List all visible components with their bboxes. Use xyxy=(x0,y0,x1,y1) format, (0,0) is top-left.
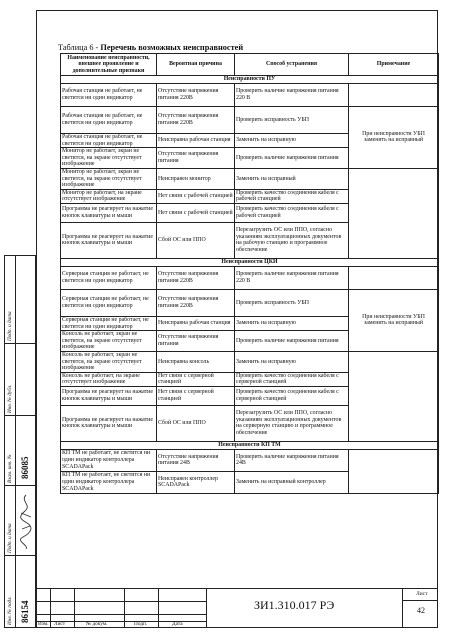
title-stamp xyxy=(36,588,438,628)
cell-note xyxy=(349,351,439,441)
inv-orig-number: 86154 xyxy=(20,600,30,623)
cell-cause: Отсутствие напряжения питания xyxy=(157,148,235,169)
cell-cause: Сбой ОС или ППО xyxy=(157,222,235,258)
cell-note: При неисправности УБП заменить на исправный xyxy=(349,289,439,351)
cell-note xyxy=(349,266,439,289)
cell-fault: Программа не реагирует на нажатие кнопок клавиатуры и мыши xyxy=(61,405,157,441)
section-header-row xyxy=(61,258,439,266)
side-value-column xyxy=(15,255,36,628)
cell-cause: Отсутствие напряжения питания xyxy=(157,331,235,352)
cell-note xyxy=(349,168,439,258)
document-number: ЗИ1.310.017 РЭ xyxy=(254,598,335,612)
cell-fault: Серверная станция не работает, не светится ни один индикатор xyxy=(61,289,157,316)
cell-note: При неисправности УБП заменить на исправный xyxy=(349,107,439,169)
section-title: Неисправности ПУ xyxy=(61,76,439,84)
stamp-col-sheet: Лист xyxy=(54,621,66,627)
section-title: Неисправности ЦКИ xyxy=(61,258,439,266)
cell-fix: Проверить качество соединения кабеля с рабочей станцией xyxy=(235,203,349,222)
inv-replace-number: 86085 xyxy=(20,456,30,479)
section-header-row xyxy=(61,441,439,449)
cell-fault: Программа не реагирует на нажатие кнопок клавиатуры и мыши xyxy=(61,203,157,222)
cell-cause: Отсутствие напряжения питания 220В xyxy=(157,266,235,289)
cell-cause: Отсутствие напряжения питания 220В xyxy=(157,84,235,107)
cell-fix: Проверить наличие напряжения питания 220 В xyxy=(235,84,349,107)
table-row xyxy=(61,168,439,189)
cell-fix: Проверить исправность УБП xyxy=(235,107,349,134)
cell-cause: Неисправна рабочая станция xyxy=(157,134,235,148)
cell-fault: Рабочая станция не работает, не светится ни один индикатор xyxy=(61,134,157,148)
cell-fix: Заменить на исправный контроллер xyxy=(235,471,349,493)
handwritten-signature-icon xyxy=(17,493,35,551)
cell-fault: Монитор не работает, на экране отсутствует изображение xyxy=(61,189,157,203)
cell-fix: Перезагрузить ОС или ППО, согласно указаниям эксплуатационных документов на рабочую станцию и программное обеспечение xyxy=(235,222,349,258)
cell-fix: Проверить качество соединения кабеля с серверной станцией xyxy=(235,372,349,386)
cell-cause: Неисправна рабочая станция xyxy=(157,316,235,330)
cell-fault: КП ТМ не работает, не светится ни один индикатор контроллера SCADAPack xyxy=(61,471,157,493)
section-header-row xyxy=(61,76,439,84)
cell-fault: Консоль не работает, на экране отсутствует изображение xyxy=(61,372,157,386)
cell-cause: Отсутствие напряжения питания 220В xyxy=(157,289,235,316)
side-label-sign-date: Подп. и дата xyxy=(7,523,13,553)
stamp-col-date: Дата xyxy=(172,621,183,627)
cell-fault: КП ТМ не работает, не светится ни один индикатор контроллера SCADAPack xyxy=(61,449,157,471)
table-row xyxy=(61,351,439,372)
table-row xyxy=(61,449,439,471)
sheet-number: 42 xyxy=(417,606,425,615)
table-body xyxy=(61,76,439,494)
header-fault: Наименование неисправности, внешнее проявление и дополнительные признаки xyxy=(61,54,157,76)
cell-fix: Перезагрузить ОС или ППО, согласно указаниям эксплуатационных документов на серверную станцию и программное обеспечение xyxy=(235,405,349,441)
stamp-col-docnum: № докум. xyxy=(86,621,108,627)
cell-cause: Отсутствие напряжения питания 220В xyxy=(157,107,235,134)
cell-fix: Проверить наличие напряжения питания xyxy=(235,148,349,169)
header-note: Примечание xyxy=(349,54,439,76)
side-label-inv-dubl: Инв. № дубл. xyxy=(7,384,13,413)
stamp-col-change: Изм. xyxy=(38,621,49,627)
cell-cause: Нет связи с рабочей станцией xyxy=(157,189,235,203)
table-row xyxy=(61,84,439,107)
side-label-inv-orig: Инв. № подл. xyxy=(7,596,13,625)
cell-cause: Нет связи с серверной станцией xyxy=(157,386,235,405)
cell-fix: Проверить качество соединения кабеля с серверной станцией xyxy=(235,386,349,405)
table-row xyxy=(61,266,439,289)
cell-fault: Программа не реагирует на нажатие кнопок клавиатуры и мыши xyxy=(61,222,157,258)
cell-fix: Заменить на исправный xyxy=(235,168,349,189)
header-fix: Способ устранения xyxy=(235,54,349,76)
section-title: Неисправности КП ТМ xyxy=(61,441,439,449)
side-inventory-strip xyxy=(4,255,36,628)
cell-cause: Неисправен монитор xyxy=(157,168,235,189)
cell-fault: Монитор не работает, экран не светится, на экране отсутствует изображение xyxy=(61,168,157,189)
cell-fix: Проверить наличие напряжения питания 220 В xyxy=(235,266,349,289)
side-label-sign-date-top: Подп. и дата xyxy=(7,311,13,341)
cell-fix: Проверить наличие напряжения питания xyxy=(235,331,349,352)
cell-fault: Рабочая станция не работает, не светится ни один индикатор xyxy=(61,84,157,107)
cell-cause: Сбой ОС или ППО xyxy=(157,405,235,441)
cell-cause: Нет связи с рабочей станцией xyxy=(157,203,235,222)
cell-fault: Консоль не работает, экран не светится, на экране отсутствует изображение xyxy=(61,331,157,352)
table-row xyxy=(61,107,439,134)
header-cause: Вероятная причина xyxy=(157,54,235,76)
cell-fault: Серверная станция не работает, не светится ни один индикатор xyxy=(61,316,157,330)
cell-fault: Консоль не работает, экран не светится, на экране отсутствует изображение xyxy=(61,351,157,372)
caption-title: Перечень возможных неисправностей xyxy=(100,43,244,52)
sheet-label: Лист xyxy=(416,591,428,597)
cell-fix: Проверить наличие напряжения питания 24В xyxy=(235,449,349,471)
cell-cause: Неисправна консоль xyxy=(157,351,235,372)
table-caption xyxy=(58,43,243,52)
cell-cause: Отсутствие напряжения питания 24В xyxy=(157,449,235,471)
side-label-inv-replace: Взам. инв. № xyxy=(7,454,13,483)
cell-fix: Заменить на исправную xyxy=(235,134,349,148)
cell-note xyxy=(349,449,439,493)
cell-cause: Неисправен контроллер SCADAPack xyxy=(157,471,235,493)
table-row xyxy=(61,289,439,316)
cell-cause: Нет связи с серверной станцией xyxy=(157,372,235,386)
stamp-col-sign: Подп. xyxy=(134,621,148,627)
cell-fault: Монитор не работает, экран не светится, на экране отсутствует изображение xyxy=(61,148,157,169)
cell-fault: Серверная станция не работает, не светится ни один индикатор xyxy=(61,266,157,289)
faults-table xyxy=(60,53,439,494)
cell-fault: Программа не реагирует на нажатие кнопок клавиатуры и мыши xyxy=(61,386,157,405)
table-header-row xyxy=(61,54,439,76)
cell-fix: Заменить на исправную xyxy=(235,351,349,372)
cell-fix: Проверить качество соединения кабеля с рабочей станцией xyxy=(235,189,349,203)
cell-fix: Заменить на исправную xyxy=(235,316,349,330)
cell-fix: Проверить исправность УБП xyxy=(235,289,349,316)
cell-note xyxy=(349,84,439,107)
caption-prefix: Таблица 6 - xyxy=(58,43,101,52)
cell-fault: Рабочая станция не работает, не светится ни один индикатор xyxy=(61,107,157,134)
